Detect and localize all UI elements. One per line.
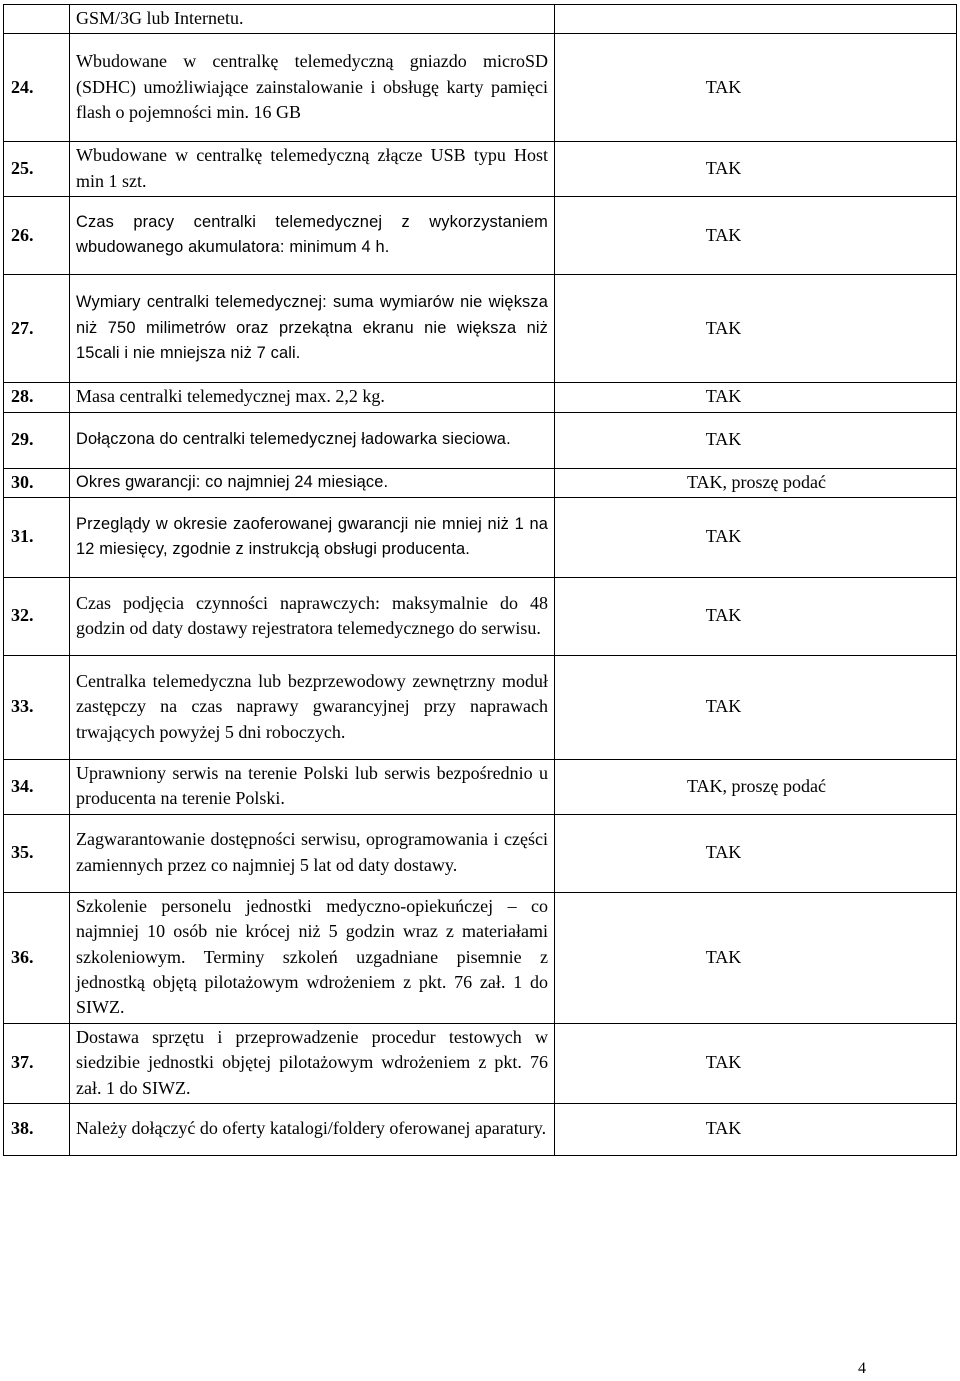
row-answer: TAK [555, 34, 957, 142]
row-number: 26. [4, 197, 70, 275]
row-description: Masa centralki telemedycznej max. 2,2 kg. [70, 383, 555, 412]
table-row [4, 1023, 957, 1103]
row-number: 25. [4, 142, 70, 197]
row-description: Czas pracy centralki telemedycznej z wykorzystaniem wbudowanego akumulatora: minimum 4 h. [70, 197, 555, 275]
row-answer: TAK [555, 142, 957, 197]
table-row [4, 197, 957, 275]
row-answer: TAK [555, 578, 957, 656]
row-description: Przeglądy w okresie zaoferowanej gwarancji nie mniej niż 1 na 12 miesięcy, zgodnie z instrukcją obsługi producenta. [70, 498, 555, 578]
page-number: 4 [858, 1360, 866, 1377]
row-answer: TAK [555, 197, 957, 275]
row-answer: TAK [555, 814, 957, 892]
table-row [4, 468, 957, 497]
row-answer: TAK [555, 656, 957, 760]
row-description: GSM/3G lub Internetu. [70, 5, 555, 34]
table-row [4, 656, 957, 760]
table-row [4, 275, 957, 383]
row-description: Dołączona do centralki telemedycznej ładowarka sieciowa. [70, 412, 555, 468]
row-description: Wymiary centralki telemedycznej: suma wymiarów nie większa niż 750 milimetrów oraz przekątna ekranu nie większa niż 15cali i nie mniejsza niż 7 cali. [70, 275, 555, 383]
table-row [4, 578, 957, 656]
row-number: 31. [4, 498, 70, 578]
row-answer: TAK [555, 383, 957, 412]
row-number: 35. [4, 814, 70, 892]
table-row [4, 814, 957, 892]
row-description: Szkolenie personelu jednostki medyczno-opiekuńczej – co najmniej 10 osób nie krócej niż 5 godzin wraz z materiałami szkoleniowym. Terminy szkoleń uzgadniane pisemnie z jednostką objętą pilotażowym wdrożeniem z pkt. 76 zał. 1 do SIWZ. [70, 892, 555, 1023]
table-row [4, 412, 957, 468]
row-description: Wbudowane w centralkę telemedyczną złącze USB typu Host min 1 szt. [70, 142, 555, 197]
row-answer: TAK, proszę podać [555, 760, 957, 815]
row-number: 37. [4, 1023, 70, 1103]
row-number: 36. [4, 892, 70, 1023]
row-description: Czas podjęcia czynności naprawczych: maksymalnie do 48 godzin od daty dostawy rejestratora telemedycznego do serwisu. [70, 578, 555, 656]
table-row [4, 142, 957, 197]
row-description: Należy dołączyć do oferty katalogi/foldery oferowanej aparatury. [70, 1104, 555, 1156]
row-answer: TAK, proszę podać [555, 468, 957, 497]
row-answer [555, 5, 957, 34]
table-row [4, 5, 957, 34]
row-number: 29. [4, 412, 70, 468]
row-description: Dostawa sprzętu i przeprowadzenie procedur testowych w siedzibie jednostki objętej pilotażowym wdrożeniem z pkt. 76 zał. 1 do SIWZ. [70, 1023, 555, 1103]
table-row [4, 760, 957, 815]
row-answer: TAK [555, 498, 957, 578]
table-row [4, 383, 957, 412]
row-number [4, 5, 70, 34]
row-description: Uprawniony serwis na terenie Polski lub serwis bezpośrednio u producenta na terenie Polski. [70, 760, 555, 815]
row-answer: TAK [555, 1104, 957, 1156]
table-row [4, 34, 957, 142]
row-answer: TAK [555, 275, 957, 383]
row-number: 34. [4, 760, 70, 815]
row-description: Wbudowane w centralkę telemedyczną gniazdo microSD (SDHC) umożliwiające zainstalowanie i obsługę karty pamięci flash o pojemności min. 16 GB [70, 34, 555, 142]
table-row [4, 892, 957, 1023]
row-description: Okres gwarancji: co najmniej 24 miesiące. [70, 468, 555, 497]
row-number: 30. [4, 468, 70, 497]
row-description: Zagwarantowanie dostępności serwisu, oprogramowania i części zamiennych przez co najmniej 5 lat od daty dostawy. [70, 814, 555, 892]
row-number: 24. [4, 34, 70, 142]
row-number: 28. [4, 383, 70, 412]
row-number: 32. [4, 578, 70, 656]
requirements-table [3, 4, 957, 1156]
row-description: Centralka telemedyczna lub bezprzewodowy zewnętrzny moduł zastępczy na czas naprawy gwarancyjnej przy naprawach trwających powyżej 5 dni roboczych. [70, 656, 555, 760]
row-number: 27. [4, 275, 70, 383]
row-answer: TAK [555, 892, 957, 1023]
row-number: 33. [4, 656, 70, 760]
row-number: 38. [4, 1104, 70, 1156]
table-row [4, 1104, 957, 1156]
row-answer: TAK [555, 412, 957, 468]
row-answer: TAK [555, 1023, 957, 1103]
table-row [4, 498, 957, 578]
